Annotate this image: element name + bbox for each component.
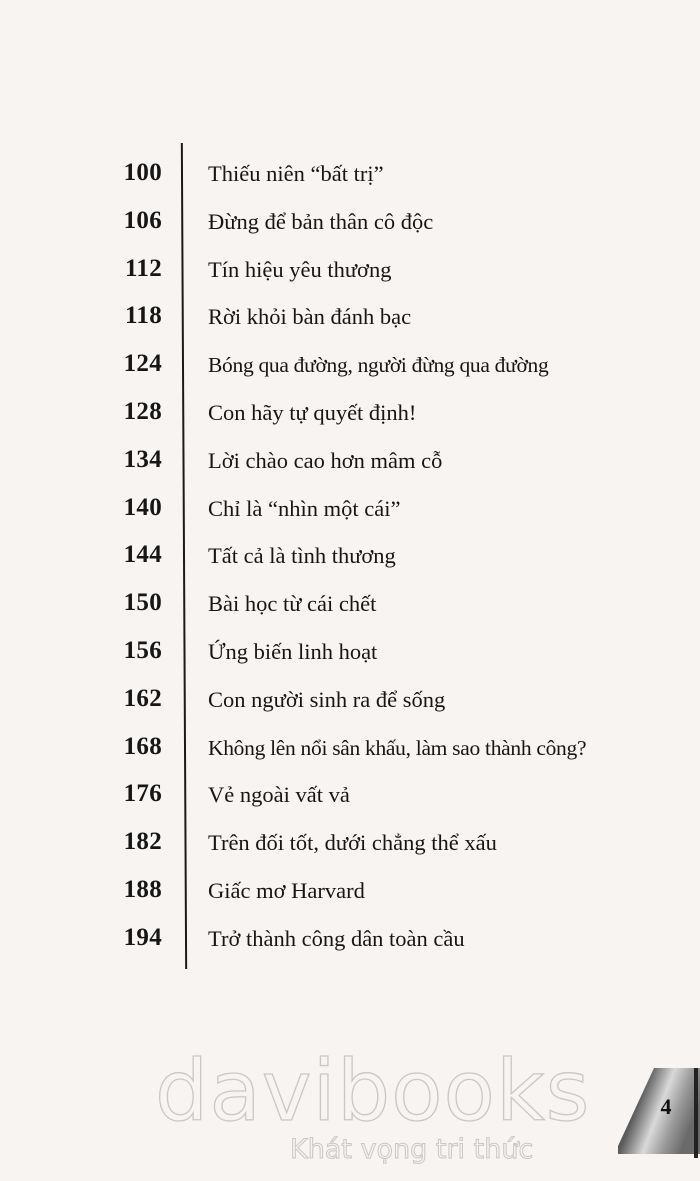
toc-entry [0,580,700,628]
page-edge-line [694,1068,698,1158]
toc-title: Trở thành công dân toàn cầu [208,925,465,951]
toc-page-number: 128 [123,397,162,425]
toc-page-number: 194 [123,923,162,951]
toc-entry [0,819,700,867]
toc-title: Thiếu niên “bất trị” [208,161,384,186]
toc-page-number: 168 [123,732,162,760]
toc-page-number: 144 [123,541,162,569]
toc-entry [0,341,700,389]
toc-page-number: 188 [123,875,162,903]
toc-page-number: 134 [123,445,162,473]
toc-title: Giấc mơ Harvard [208,877,365,903]
toc-entry [0,867,700,915]
toc-page-number: 140 [123,493,162,521]
toc-title: Không lên nổi sân khấu, làm sao thành công? [208,735,587,760]
toc-title: Lời chào cao hơn mâm cỗ [208,447,443,473]
toc-entry [0,437,700,485]
toc-entry [0,915,700,963]
toc-entry [0,771,700,819]
toc-title: Vẻ ngoài vất vả [208,782,350,808]
toc-page-number: 100 [123,159,162,186]
table-of-contents [0,150,700,963]
toc-entry [0,246,700,294]
toc-page-number: 162 [123,684,162,712]
toc-page-number: 112 [124,254,162,282]
toc-entry [0,485,700,533]
toc-entry [0,198,700,246]
watermark-tagline: Khát vọng tri thức [290,1134,534,1165]
toc-title: Tất cả là tình thương [208,543,396,569]
toc-entry [0,724,700,772]
toc-title: Đừng để bản thân cô độc [208,208,434,234]
toc-entry [0,628,700,676]
toc-title: Con người sinh ra để sống [208,686,446,712]
toc-entry [0,389,700,437]
toc-entry [0,676,700,724]
page-number: 4 [660,1094,672,1119]
toc-page-number: 106 [123,206,162,234]
toc-title: Chỉ là “nhìn một cái” [208,495,401,521]
toc-page-number: 124 [123,350,162,378]
toc-title: Bài học từ cái chết [208,591,377,617]
toc-entry [0,532,700,580]
watermark-logo: davibooks [155,1042,591,1140]
toc-page-number: 150 [123,589,162,617]
toc-title: Trên đối tốt, dưới chẳng thể xấu [208,830,497,856]
toc-page-number: 156 [123,636,162,664]
toc-page-number: 118 [124,302,162,330]
toc-entry [0,293,700,341]
toc-page-number: 176 [123,780,162,808]
toc-title: Con hãy tự quyết định! [208,399,417,425]
toc-title: Ứng biến linh hoạt [208,638,378,664]
toc-title: Rời khỏi bàn đánh bạc [208,304,412,330]
toc-entry [0,150,700,198]
toc-page-number: 182 [123,828,162,856]
toc-title: Bóng qua đường, người đừng qua đường [208,353,549,378]
toc-title: Tín hiệu yêu thương [208,256,392,282]
